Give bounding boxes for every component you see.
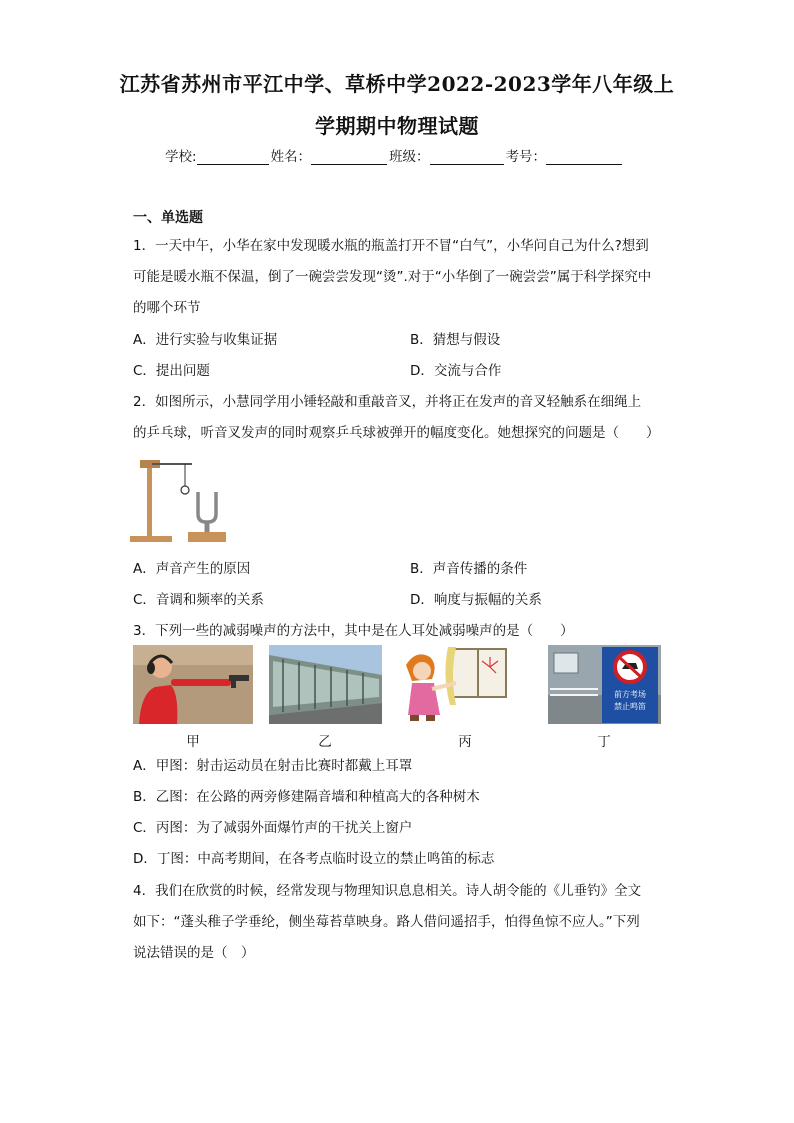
q1-option-a: A．进行实验与收集证据	[133, 332, 278, 348]
q4-line-3: 说法错误的是（ ）	[133, 945, 255, 961]
q2-line-1: 2．如图所示，小慧同学用小锤轻敲和重敲音叉，并将正在发声的音叉轻触系在细绳上	[133, 394, 642, 410]
shooter-arm	[171, 679, 231, 686]
sign-text-1: 前方考场	[614, 690, 646, 699]
q1-option-c: C．提出问题	[133, 363, 210, 379]
name-blank[interactable]	[311, 150, 387, 165]
q2-option-a: A．声音产生的原因	[133, 561, 251, 577]
caption-ding: 丁	[597, 734, 611, 750]
section-heading: 一、单选题	[133, 210, 203, 226]
name-label: 姓名：	[270, 149, 312, 165]
q1-line-2: 可能是暖水瓶不保温，倒了一碗尝尝发现“烫”.对于“小华倒了一碗尝尝”属于科学探究中	[133, 269, 652, 285]
girl-head	[413, 662, 431, 680]
title-line-1: 江苏省苏州市平江中学、草桥中学2022-2023学年八年级上	[119, 72, 675, 96]
sign-text-2: 禁止鸣笛	[614, 702, 646, 711]
class-label: 班级：	[389, 149, 430, 165]
school-label: 学校:	[165, 149, 197, 165]
caption-bing: 丙	[458, 734, 472, 750]
figure-yi-sound-barrier	[269, 645, 382, 724]
q1-option-b: B．猜想与假设	[410, 332, 501, 348]
number-blank[interactable]	[546, 150, 622, 165]
figure-ding-no-honking-sign	[548, 645, 661, 724]
q1-line-1: 1．一天中午，小华在家中发现暖水瓶的瓶盖打开不冒“白气”，小华问自己为什么?想到	[133, 238, 649, 254]
q3-option-b: B．乙图：在公路的两旁修建隔音墙和种植高大的各种树木	[133, 789, 480, 805]
caption-yi: 乙	[318, 734, 332, 750]
student-info-row	[165, 145, 624, 165]
q2-option-d: D．响度与振幅的关系	[410, 592, 542, 608]
figure-jia-shooter	[133, 645, 253, 724]
tuning-fork-box	[188, 532, 226, 542]
q4-line-1: 4．我们在欣赏的时候，经常发现与物理知识息息相关。诗人胡令能的《儿垂钓》全文	[133, 883, 642, 899]
q1-option-d: D．交流与合作	[410, 363, 502, 379]
title-line-2: 学期期中物理试题	[315, 114, 479, 138]
ping-pong-ball	[181, 486, 189, 494]
tuning-fork-figure	[130, 452, 230, 544]
earmuff-icon	[147, 662, 155, 674]
q1-line-3: 的哪个环节	[133, 300, 201, 316]
tuning-fork	[198, 492, 216, 522]
number-label: 考号：	[505, 149, 547, 165]
q3-option-d: D．丁图：中高考期间，在各考点临时设立的禁止鸣笛的标志	[133, 851, 495, 867]
school-blank[interactable]	[197, 150, 269, 165]
stand-pole	[147, 462, 152, 538]
q4-line-2: 如下：“蓬头稚子学垂纶，侧坐莓苔草映身。路人借问遥招手，怕得鱼惊不应人。”下列	[133, 914, 640, 930]
class-blank[interactable]	[430, 150, 504, 165]
q3-option-c: C．丙图：为了减弱外面爆竹声的干扰关上窗户	[133, 820, 413, 836]
q2-line-2: 的乒乓球，听音叉发声的同时观察乒乓球被弹开的幅度变化。她想探究的问题是（ ）	[133, 425, 660, 441]
q3-option-a: A．甲图：射击运动员在射击比赛时都戴上耳罩	[133, 758, 413, 774]
q2-option-c: C．音调和频率的关系	[133, 592, 264, 608]
figure-bing-closing-window	[398, 645, 508, 724]
q3-line-1: 3．下列一些的减弱噪声的方法中，其中是在人耳处减弱噪声的是（ ）	[133, 623, 574, 639]
caption-jia: 甲	[186, 734, 200, 750]
q2-option-b: B．声音传播的条件	[410, 561, 528, 577]
